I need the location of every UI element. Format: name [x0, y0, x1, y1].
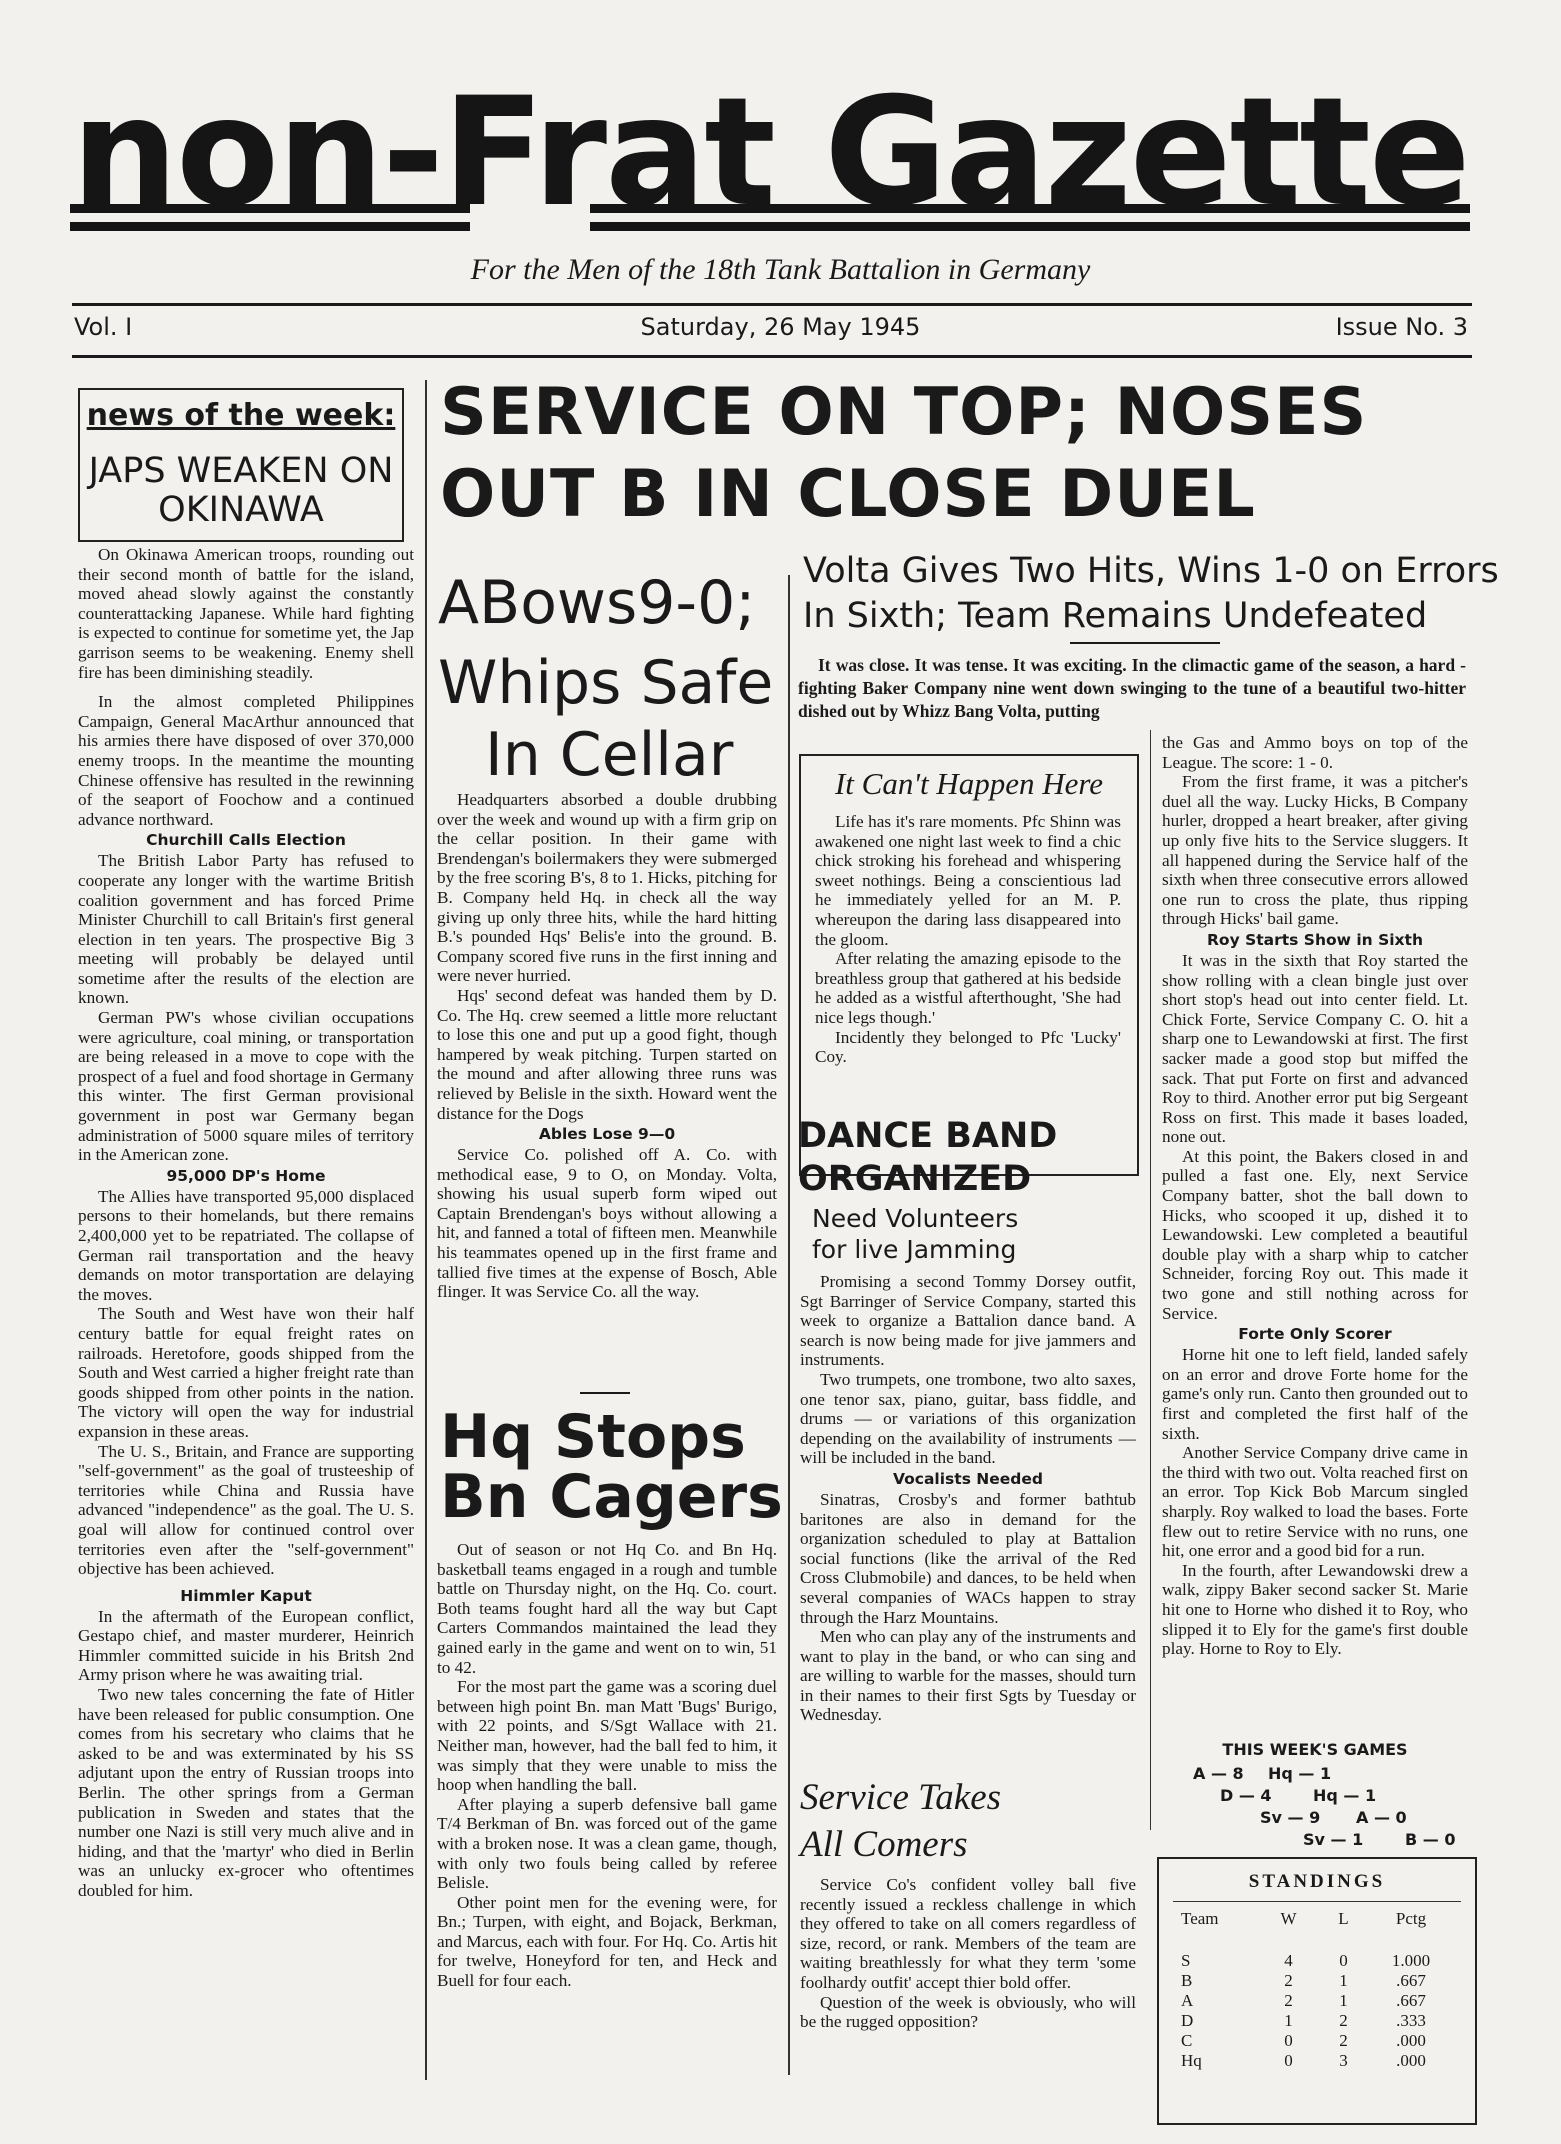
lead-deck-line-1: Volta Gives Two Hits, Wins 1-0 on Errors: [803, 551, 1499, 591]
pct-cell: .667: [1396, 1971, 1426, 1990]
team-cell: B: [1181, 1971, 1193, 1990]
news-body: [78, 545, 414, 1901]
service-headline-line-2: All Comers: [800, 1824, 968, 1865]
wins-cell: 0: [1284, 2051, 1293, 2070]
cant-happen-box: [799, 754, 1139, 1176]
paragraph: German PW's whose civilian occupations were agriculture, coal mining, or transportation are being released in a move to cope with the prospect of a fuel and food shortage in Germany this winter. The first German provisional government in post war Germany began administration of 5000 square miles of territory in the American zone.: [78, 1008, 414, 1165]
paragraph: Promising a second Tommy Dorsey outfit, Sgt Barringer of Service Company, started this week to organize a Battalion dance band. A search is now being made for jive jammers and instruments.: [800, 1272, 1136, 1370]
paragraph: For the most part the game was a scoring duel between high point Bn. man Matt 'Bugs' Burigo, with 22 points, and S/Sgt Wallace with 21. Neither man, however, had the ball fed to him, it was simply that they were unable to miss the hoop when handling the ball.: [437, 1677, 777, 1795]
game-away: Hq — 1: [1313, 1786, 1377, 1805]
wins-cell: 2: [1284, 1991, 1293, 2010]
divider: [72, 303, 1472, 306]
standings-box: [1157, 1857, 1477, 2125]
game-away: A — 0: [1356, 1808, 1407, 1827]
header-pct: Pctg: [1395, 1909, 1427, 1928]
lead-headline-line-1: SERVICE ON TOP; NOSES: [440, 375, 1368, 450]
table-row: [1181, 1991, 1451, 2011]
abows-headline-line-3: In Cellar: [485, 720, 734, 790]
paragraph: After playing a superb defensive ball game T/4 Berkman of Bn. was forced out of the game with a broken nose. It was a clean game, though, with only two fouls being called by referee Belisle.: [437, 1794, 777, 1893]
paragraph: Another Service Company drive came in the third with two out. Volta reached first on an error. Top Kick Bob Marcum singled sharply. Roy walked to load the bases. Forte flew out to retire Service with no runs, one hit, one error and a good bid for a run.: [1162, 1443, 1468, 1561]
subhead: Ables Lose 9—0: [538, 1125, 676, 1144]
table-row: [1181, 2051, 1451, 2071]
paragraph: Two trumpets, one trombone, two alto saxes, one tenor sax, piano, guitar, bass fiddle, and drums — or variations of this organization depending on the availability of instruments — will be included in the band.: [800, 1369, 1136, 1468]
lead-intro: [798, 654, 1466, 723]
divider: [1070, 642, 1220, 644]
dance-body: [800, 1272, 1136, 1725]
standings-title: STANDINGS: [1248, 1871, 1386, 1892]
paragraph: Service Co. polished off A. Co. with methodical ease, 9 to O, on Monday. Volta, showing his usual superb form wiped out Captain Brendengan's boys without allowing a hit, and fanned a total of fifteen men. Meanwhile his teammates opened up in the first frame and tallied five times at the expense of Bosch, Able flinger. It was Service Co. all the way.: [437, 1145, 777, 1302]
paragraph: Men who can play any of the instruments and want to play in the band, or who can sing and are willing to warble for the masses, should turn in their names to their first Sgts by Tuesday or Wednesday.: [800, 1627, 1136, 1725]
spacer: [1181, 1929, 1451, 1951]
hq-body: [437, 1540, 777, 1991]
abows-headline-line-2: Whips Safe: [438, 648, 774, 718]
table-row: [1181, 2011, 1451, 2031]
game-away: B — 0: [1405, 1830, 1456, 1849]
issue-number: Issue No. 3: [1335, 313, 1468, 341]
paragraph: Life has it's rare moments. Pfc Shinn was awakened one night last week to find a chic chick stroking his forehead and whispering sweet nothings. Being a conscientious lad he immediately yelled for an M. P. whereupon the daring lass disappeared into the gloom.: [815, 812, 1121, 949]
losses-cell: 1: [1339, 1991, 1348, 2010]
paragraph: On Okinawa American troops, rounding out their second month of battle for the island, moved ahead slowly against the constantly counterattacking Japanese. While hard fighting is expected to continue for sometime yet, the Jap garrison seems to be weakening. Enemy shell fire has been diminishing steadily.: [78, 545, 414, 682]
pct-cell: 1.000: [1391, 1951, 1431, 1970]
paragraph: The South and West have won their half century battle for equal freight rates on railroads. Heretofore, goods shipped from the South and West carried a higher freight rate than goods shipped from other points in the nation. The victory will open the way for industrial expansion in these areas.: [78, 1304, 414, 1441]
paragraph: The Allies have transported 95,000 displaced persons to their homelands, but there remains 2,400,000 yet to be repatriated. The collapse of German rail transportation and the heavy demands on motor transportation are delaying the moves.: [78, 1186, 414, 1304]
paragraph: After relating the amazing episode to the breathless group that gathered at his bedside he added as a wistful afterthought, 'She had nice legs though.': [815, 949, 1121, 1027]
abows-body: [437, 790, 777, 1302]
paragraph: In the almost completed Philippines Campaign, General MacArthur announced that his armies there have disposed of over 370,000 enemy troops. In the meantime the mounting Chinese offensive has resulted in the rewinning of the seaport of Foochow and a continued advance northward.: [78, 692, 414, 829]
paragraph: Hqs' second defeat was handed them by D. Co. The Hq. crew seemed a little more reluctant to lose this one and put up a good fight, though hampered by weak pitching. Turpen started on the mound and after allowing three runs was relieved by Belisle in the sixth. Howard went the distance for the Dogs: [437, 985, 777, 1123]
lead-headline-line-2: OUT B IN CLOSE DUEL: [440, 457, 1256, 532]
paragraph: From the first frame, it was a pitcher's duel all the way. Lucky Hicks, B Company hurler, dropped a heart breaker, after giving up only five hits to the Service sluggers. It all happened during the Service half of the sixth when three consecutive errors allowed one run to cross the plate, thus ripping through Hicks' bail game.: [1162, 772, 1468, 929]
paragraph: At this point, the Bakers closed in and pulled a fast one. Ely, next Service Company batter, shot the ball down to Hicks, who scooped it up, dished it to Lewandowski. Lew completed a beautiful double play with a sharp whip to catcher Schneider, forcing Roy out. This made it two gone and still nothing across for Service.: [1162, 1146, 1468, 1323]
paragraph: Sinatras, Crosby's and former bathtub baritones are also in demand for the organization scheduled to play at Battalion social functions (like the arrival of the Red Cross Clubmobile) and dances, to be held when several companies of WACs happen to stray through the Harz Mountains.: [800, 1489, 1136, 1627]
paragraph: the Gas and Ammo boys on top of the League. The score: 1 - 0.: [1162, 733, 1468, 772]
wins-cell: 4: [1284, 1951, 1293, 1970]
wins-cell: 1: [1284, 2011, 1293, 2030]
column-rule: [1150, 730, 1151, 1830]
team-cell: D: [1181, 2011, 1194, 2030]
game-away: Hq — 1: [1268, 1764, 1332, 1783]
paragraph: Question of the week is obviously, who will be the rugged opposition?: [800, 1992, 1136, 2032]
standings-table: [1181, 1909, 1451, 2071]
news-kicker: news of the week:: [86, 398, 396, 433]
paragraph: It was close. It was tense. It was exciting. In the climactic game of the season, a hard - fighting Baker Company nine went down swinging to the tune of a beautiful two-hitter dished out by Whizz Bang Volta, putting: [798, 655, 1466, 721]
paragraph: Other point men for the evening were, for Bn.; Turpen, with eight, and Bojack, Berkman, and Marcus, each with four. For Hq. Co. Artis hit for twelve, Honeyford for ten, and Heck and Buell for four each.: [437, 1892, 777, 1991]
column-rule: [425, 380, 427, 2080]
cant-happen-body: [815, 812, 1121, 1067]
service-headline-line-1: Service Takes: [800, 1777, 1002, 1818]
header-team: Team: [1181, 1909, 1219, 1928]
game-home: A — 8: [1193, 1764, 1244, 1783]
dance-deck-line-1: Need Volunteers: [812, 1204, 1019, 1233]
losses-cell: 2: [1339, 2031, 1348, 2050]
paragraph: Two new tales concerning the fate of Hitler have been released for public consumption. One comes from his secretary who claims that he asked to be and was exterminated by his SS adjutant upon the entry of Russian troops into Berlin. The other springs from a German publication in Sweden and states that the number one Nazi is still very much alive and in hiding, and that the 'martyr' who died in Berlin was an unlucky ex-grocer who oftentimes doubled for him.: [78, 1685, 414, 1900]
paragraph: Headquarters absorbed a double drubbing over the week and wound up with a firm grip on the cellar position. In their game with Brendengan's boilermakers they were submerged by the free scoring B's, 8 to 1. Hicks, pitching for B. Company held Hq. in check all the way giving up only three hits, while the hard hitting B.'s pounded Hqs' Belis'e into the ground. B. Company scored five runs in the first inning and were never hurried.: [437, 790, 777, 986]
dance-deck-line-2: for live Jamming: [812, 1235, 1017, 1264]
paragraph: The British Labor Party has refused to cooperate any longer with the wartime British coalition government and has forced Prime Minister Churchill to call Britain's first general election in ten years. The prospective Big 3 meeting will probably be delayed until sometime after the results of the election are known.: [78, 851, 414, 1008]
losses-cell: 3: [1339, 2051, 1348, 2070]
spacer: [78, 682, 414, 692]
dance-headline-line-2: ORGANIZED: [798, 1159, 1032, 1199]
divider: [72, 355, 1472, 358]
spacer-row: [1181, 1929, 1451, 1951]
column-rule: [788, 575, 790, 2075]
game-home: D — 4: [1220, 1786, 1272, 1805]
losses-cell: 2: [1339, 2011, 1348, 2030]
table-row: [1181, 2031, 1451, 2051]
abows-headline-line-1: ABows9-0;: [438, 568, 756, 638]
paragraph: In the aftermath of the European conflict, Gestapo chief, and master murderer, Heinrich Himmler committed suicide in his Britsh 2nd Army prison where he was awaiting trial.: [78, 1606, 414, 1685]
paragraph: Horne hit one to left field, landed safely on an error and drove Forte home for the game's only run. Canto then grounded out to first and completed the first half of the sixth.: [1162, 1345, 1468, 1443]
paragraph: Out of season or not Hq Co. and Bn Hq. basketball teams engaged in a rough and tumble battle on Thursday night, on the Hq. Co. court. Both teams fought hard all the way but Capt Carters Commandos maintained the lead they gained early in the game and went on to win, 51 to 42.: [437, 1540, 777, 1677]
divider: [580, 1392, 630, 1394]
team-cell: C: [1181, 2031, 1193, 2050]
header-losses: L: [1338, 1909, 1349, 1928]
paragraph: In the fourth, after Lewandowski drew a walk, zippy Baker second sacker St. Marie hit one to Horne who dished it to Roy, who slipped it to Ely for the game's first double play. Horne to Roy to Ely.: [1162, 1560, 1468, 1659]
paragraph: The U. S., Britain, and France are supporting "self-government" as the goal of trusteeship of territories while China and Russia have advanced "independence" as the goal. The U. S. goal will allow for continued control over territories even after the "self-government" objective has been achieved.: [78, 1441, 414, 1579]
subhead: Churchill Calls Election: [146, 831, 346, 850]
team-cell: A: [1181, 1991, 1194, 2010]
subhead: Vocalists Needed: [892, 1469, 1044, 1488]
game-home: Sv — 1: [1303, 1830, 1364, 1849]
dance-headline-line-1: DANCE BAND: [798, 1116, 1058, 1156]
wins-cell: 2: [1284, 1971, 1293, 1990]
pct-cell: .333: [1396, 2011, 1426, 2030]
table-row: [1181, 1971, 1451, 1991]
news-headline: JAPS WEAKEN ON OKINAWA: [88, 451, 394, 530]
lead-body: [1162, 733, 1468, 1659]
paragraph: Incidently they belonged to Pfc 'Lucky' Coy.: [815, 1027, 1121, 1067]
losses-cell: 0: [1339, 1951, 1348, 1970]
pct-cell: .667: [1396, 1991, 1426, 2010]
subhead: Forte Only Scorer: [1238, 1325, 1392, 1344]
masthead-title: non-Frat Gazette: [71, 66, 1469, 240]
lead-deck-line-2: In Sixth; Team Remains Undefeated: [803, 596, 1428, 636]
hq-headline-line-1: Hq Stops: [440, 1402, 746, 1472]
subhead: Himmler Kaput: [180, 1586, 312, 1605]
hq-headline-line-2: Bn Cagers: [440, 1462, 783, 1532]
pct-cell: .000: [1396, 2031, 1426, 2050]
news-of-week-box: [78, 388, 404, 542]
volume-label: Vol. I: [74, 313, 133, 341]
subhead: Roy Starts Show in Sixth: [1206, 930, 1424, 949]
masthead-tagline: For the Men of the 18th Tank Battalion in Germany: [470, 253, 1091, 286]
subhead: 95,000 DP's Home: [166, 1166, 326, 1185]
games-title: THIS WEEK'S GAMES: [1222, 1740, 1408, 1759]
team-cell: S: [1181, 1951, 1191, 1970]
pct-cell: .000: [1396, 2051, 1426, 2070]
table-row: [1181, 1951, 1451, 1971]
losses-cell: 1: [1339, 1971, 1348, 1990]
issue-date: Saturday, 26 May 1945: [640, 313, 921, 341]
service-body: [800, 1875, 1136, 2032]
wins-cell: 0: [1284, 2031, 1293, 2050]
header-wins: W: [1280, 1909, 1297, 1928]
paragraph: Service Co's confident volley ball five recently issued a reckless challenge in which they offered to take on all comers regardless of size, record, or rank. Members of the team are waiting breathlessly for what they term 'some foolhardy outfit' accept thier bold offer.: [800, 1875, 1136, 1992]
standings-header-row: [1181, 1909, 1451, 1929]
divider: [1173, 1901, 1461, 1902]
game-home: Sv — 9: [1260, 1808, 1321, 1827]
masthead: [70, 66, 1470, 248]
cant-happen-title: It Can't Happen Here: [834, 766, 1104, 801]
paragraph: It was in the sixth that Roy started the show rolling with a clean bingle just over short stop's head out into center field. Lt. Chick Forte, Service Company C. O. hit a sharp one to Lewandowski at first. The first sacker made a good stop but miffed the sack. That put Forte on first and advanced Roy to third. Another error put big Sergeant Ross on first. This made it bases loaded, none out.: [1162, 950, 1468, 1147]
team-cell: Hq: [1181, 2051, 1202, 2070]
